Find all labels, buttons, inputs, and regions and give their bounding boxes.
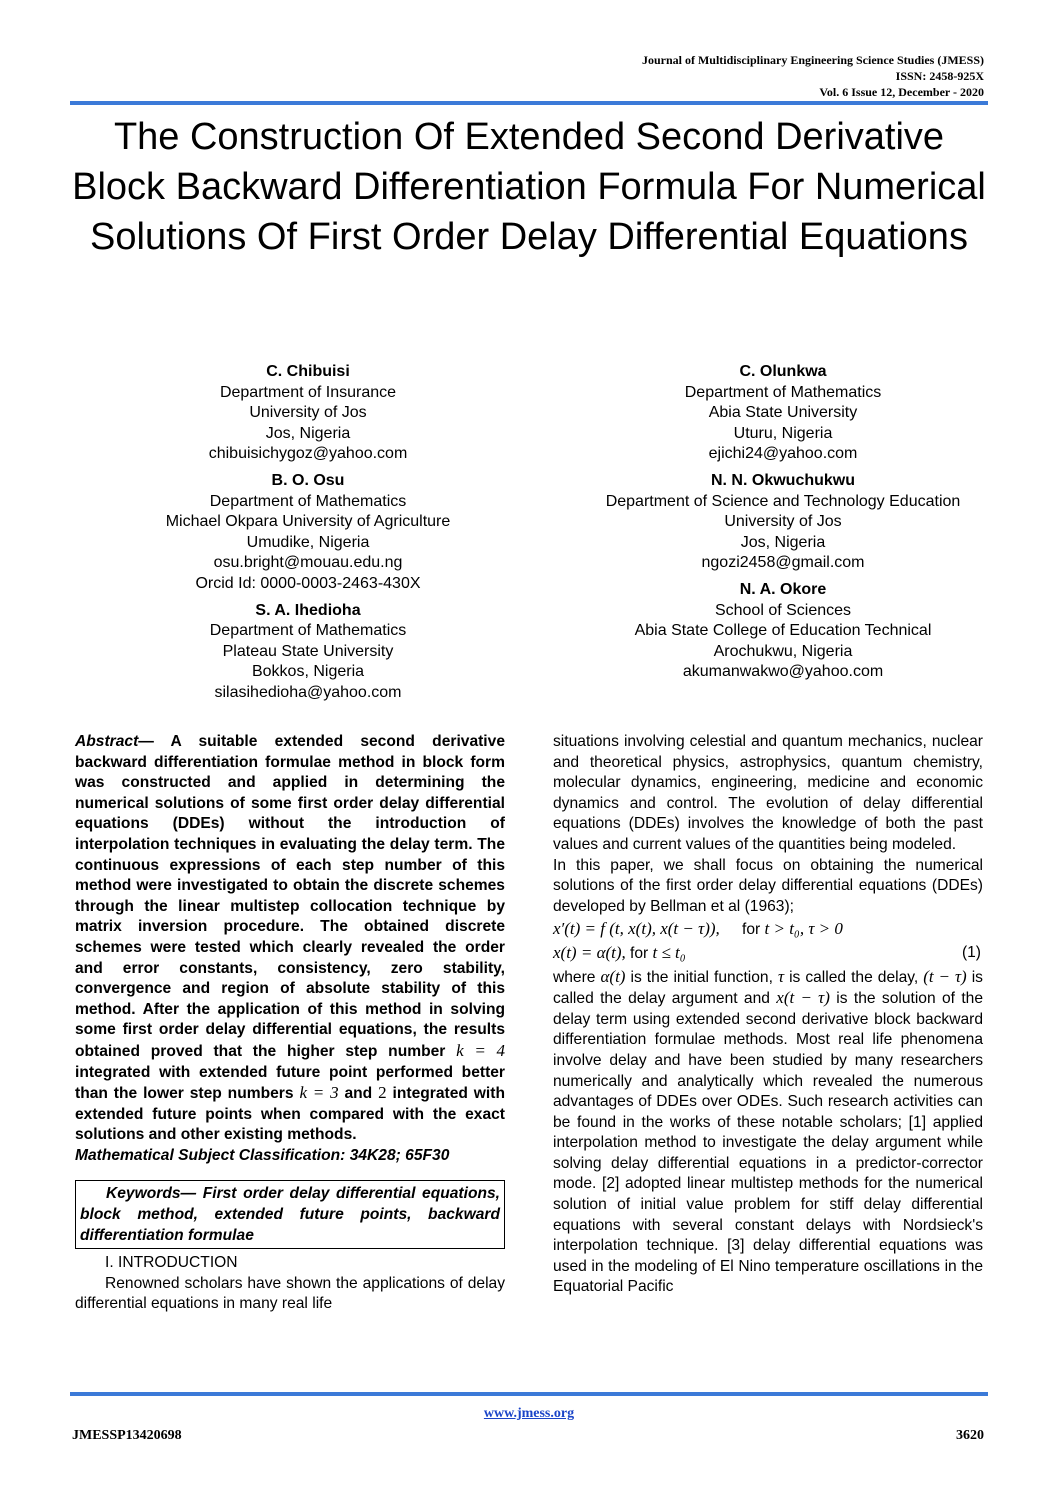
abstract-text: integrated with extended future points when compared with the exact solutions and other existing methods. — [75, 1085, 505, 1144]
author-name: C. Chibuisi — [266, 363, 350, 380]
author-affiliation: Department of Science and Technology Education — [605, 492, 961, 510]
author-affiliation: Department of Mathematics — [209, 492, 407, 510]
text-run: is — [836, 990, 848, 1008]
math-k3: k = 3 — [299, 1083, 339, 1103]
abstract-text: integrated with extended future point performed better than the lower step numbers — [75, 1063, 505, 1103]
text-run: is called the delay argument and — [553, 968, 983, 1008]
equation-for: for — [742, 921, 761, 939]
equation — [553, 919, 983, 941]
text-run: the solution of the delay term using extended second derivative block backward differentiation formulae methods. Most real life phenomena involve delay and have been studied by many researchers numerically and analytically which revealed the numerous advantages of DDEs over ODEs. Such research activities can be found in the works of these notable scholars; [1] applied interpolation method to investigate the delay argument while solving delay differential equations in a predictor-corrector mode. [2] adopted linear multistep methods for the numerical solution of initial value problem for stiff delay differential equations with several constant delays with Nordsieck's interpolation technique. [3] delay differential equations was used in the modeling of El Nino temperature oscillations in the Equatorial Pacific — [553, 990, 983, 1296]
author-block — [563, 471, 1003, 574]
text-run: where — [553, 968, 596, 986]
math-delay-argument: (t − τ) — [923, 966, 967, 986]
author-affiliation: Department of Mathematics — [684, 383, 882, 401]
author-block — [563, 580, 1003, 683]
author-orcid: Orcid Id: 0000-0003-2463-430X — [195, 574, 421, 592]
author-name: S. A. Ihedioha — [255, 601, 361, 619]
author-affiliation: University of Jos — [249, 404, 367, 422]
math-alpha: α(t) — [600, 966, 626, 986]
author-name: N. N. Okwuchukwu — [710, 471, 855, 489]
abstract — [75, 732, 505, 1146]
text-run: is the initial function, — [630, 968, 773, 986]
author-affiliation: Plateau State University — [222, 642, 394, 660]
footer-link[interactable]: www.jmess.org — [483, 1406, 575, 1421]
author-affiliation: Uturu, Nigeria — [733, 424, 833, 442]
author-block — [88, 471, 528, 595]
author-email[interactable]: osu.bright@mouau.edu.ng — [213, 554, 403, 572]
footer-paper-id: JMESSP13420698 — [72, 1428, 182, 1443]
equation-main: x′(t) = f (t, x(t), x(t − τ)), — [553, 919, 720, 939]
author-affiliation: Bokkos, Nigeria — [251, 663, 365, 681]
abstract-dash: — — [138, 733, 171, 750]
paragraph: Renowned scholars have shown the applications of delay differential equations in many real life — [75, 1274, 505, 1313]
equation-main: x(t) = α(t), — [553, 942, 626, 962]
math-tau: τ — [777, 966, 785, 986]
author-affiliation: Umudike, Nigeria — [246, 533, 370, 551]
paragraph: situations involving celestial and quantum mechanics, nuclear and theoretical physics, astrophysics, quantum chemistry, molecular dynamics, engineering, medicine and economic dynamics and control. The evolution of delay differential equations (DDEs) involves the knowledge of both the past values and current values of the quantities being modeled. — [553, 733, 983, 853]
authors-left — [88, 362, 528, 710]
paragraph — [553, 967, 983, 1299]
authors-right — [563, 362, 1003, 689]
equation — [553, 943, 983, 965]
equation-condition: t > t₀, τ > 0 — [764, 919, 843, 939]
author-affiliation: Abia State College of Education Technical — [634, 622, 932, 640]
math-k4: k = 4 — [456, 1040, 505, 1060]
author-affiliation: Department of Mathematics — [209, 622, 407, 640]
left-column — [75, 732, 505, 1315]
abstract-text: A suitable extended second derivative backward differentiation formulae method in block form was constructed and applied in determining the numerical solutions of some first order delay differential equations (DDEs) without the introduction of interpolation techniques in evaluating the delay term. The continuous expressions of each step number of this method were investigated to obtain the discrete schemes through the linear multistep collocation technique by matrix inversion procedure. The obtained discrete schemes were tested which clearly revealed the order and error constants, consistency, zero stability, convergence and region of absolute stability of this method. After the application of this method in solving some first order delay differential equations, the results obtained proved that the higher step number — [75, 733, 505, 1060]
author-name: C. Olunkwa — [739, 363, 827, 380]
top-divider — [70, 101, 988, 105]
author-block — [563, 362, 1003, 465]
author-email[interactable]: silasihedioha@yahoo.com — [214, 683, 402, 701]
paragraph: In this paper, we shall focus on obtaining the numerical solutions of the first order delay differential equations (DDEs) developed by Bellman et al (1963); — [553, 856, 983, 915]
author-name: N. A. Okore — [739, 580, 827, 598]
author-affiliation: University of Jos — [724, 513, 842, 531]
section-heading: I. INTRODUCTION — [105, 1254, 238, 1272]
author-block — [88, 601, 528, 704]
author-affiliation: Arochukwu, Nigeria — [713, 642, 853, 660]
abstract-label: Abstract — [75, 733, 139, 750]
page-number: 3620 — [956, 1428, 984, 1443]
author-affiliation: Jos, Nigeria — [740, 533, 826, 551]
paper-title: The Construction Of Extended Second Derivative Block Backward Differentiation Formula For Numerical Solutions Of First Order Delay Differential Equations — [72, 116, 986, 258]
author-affiliation: Jos, Nigeria — [265, 424, 351, 442]
right-column — [553, 732, 983, 1298]
equation-for: for — [630, 944, 649, 962]
journal-header — [464, 52, 984, 100]
text-run: is called the delay, — [789, 968, 919, 986]
equation-condition: t ≤ t₀ — [652, 942, 686, 962]
keywords-box: Keywords— First order delay differential equations, block method, extended future points, backward differentiation formulae — [75, 1180, 505, 1249]
journal-name: Journal of Multidisciplinary Engineering Science Studies (JMESS) — [641, 53, 984, 67]
math-k2: 2 — [378, 1083, 387, 1103]
abstract-text: and — [344, 1085, 373, 1103]
author-email[interactable]: akumanwakwo@yahoo.com — [682, 663, 884, 681]
equation-number: (1) — [961, 943, 981, 961]
bottom-divider — [70, 1392, 988, 1396]
author-email[interactable]: chibuisichygoz@yahoo.com — [208, 445, 408, 463]
journal-volume: Vol. 6 Issue 12, December - 2020 — [819, 85, 984, 99]
subject-classification: Mathematical Subject Classification: 34K28; 65F30 — [75, 1146, 450, 1164]
author-affiliation: School of Sciences — [714, 601, 852, 619]
author-name: B. O. Osu — [271, 471, 345, 489]
author-email[interactable]: ngozi2458@gmail.com — [701, 554, 865, 572]
author-block — [88, 362, 528, 465]
author-email[interactable]: ejichi24@yahoo.com — [708, 445, 858, 463]
author-affiliation: Abia State University — [708, 404, 858, 422]
author-affiliation: Michael Okpara University of Agriculture — [165, 513, 451, 531]
journal-issn: ISSN: 2458-925X — [895, 69, 984, 83]
math-delay-term: x(t − τ) — [776, 988, 830, 1008]
author-affiliation: Department of Insurance — [219, 383, 397, 401]
